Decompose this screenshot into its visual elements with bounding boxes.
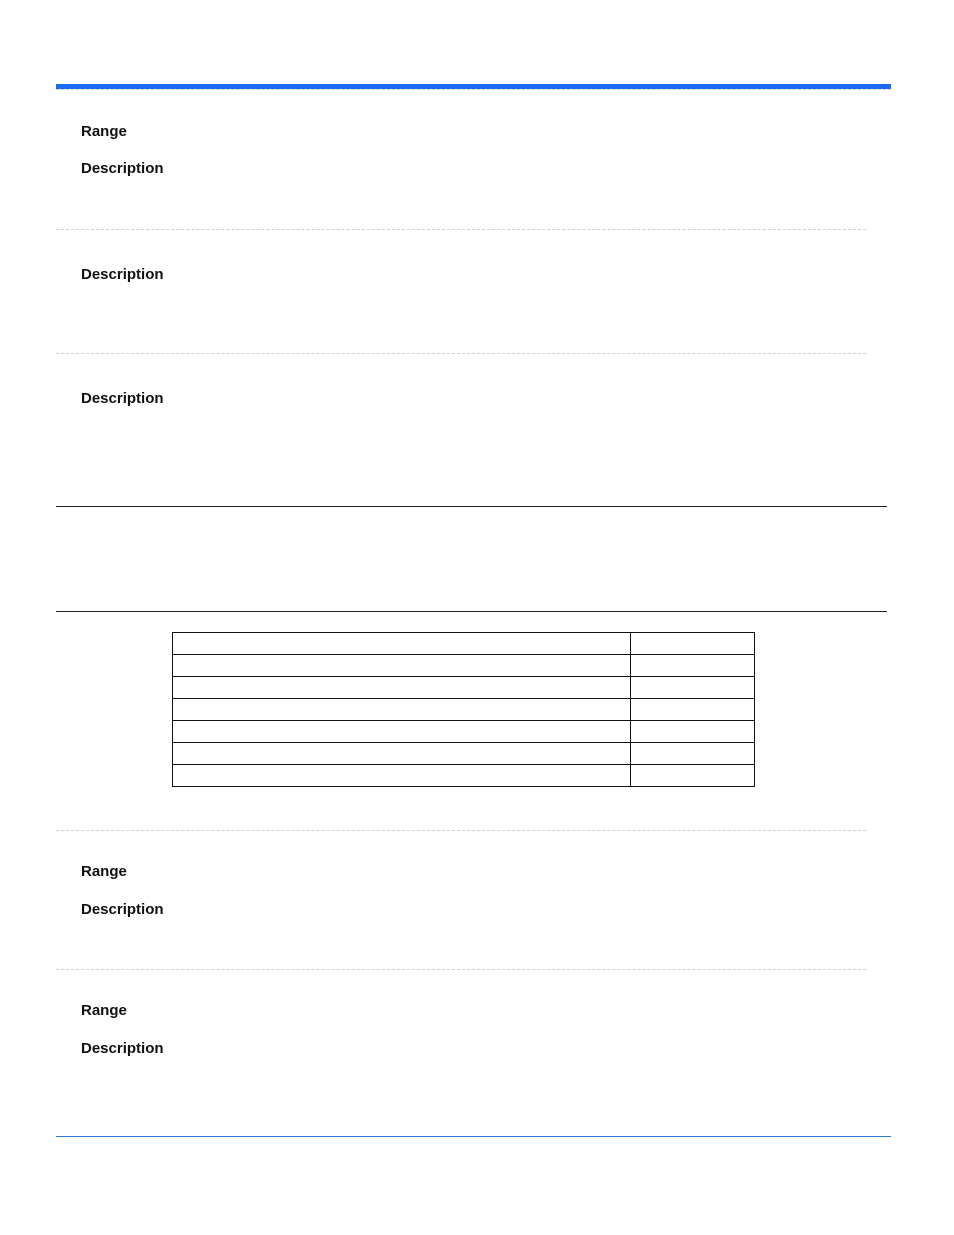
table-cell [631, 721, 755, 743]
section-divider [56, 229, 866, 230]
section-rule [56, 506, 887, 507]
description-label: Description [81, 390, 164, 407]
section-rule [56, 611, 887, 612]
description-label: Description [81, 1040, 164, 1057]
header-dashed-rule [56, 89, 891, 90]
table-cell [631, 677, 755, 699]
table-cell [173, 721, 631, 743]
table-cell [173, 633, 631, 655]
table-row [173, 743, 755, 765]
range-label: Range [81, 863, 127, 880]
table-row [173, 721, 755, 743]
table-cell [631, 655, 755, 677]
table-cell [631, 743, 755, 765]
table-row [173, 699, 755, 721]
table-cell [173, 655, 631, 677]
table-row [173, 633, 755, 655]
description-label: Description [81, 160, 164, 177]
section-divider [56, 830, 866, 831]
footer-rule [56, 1136, 891, 1137]
section-divider [56, 969, 866, 970]
range-label: Range [81, 1002, 127, 1019]
table-cell [631, 633, 755, 655]
range-label: Range [81, 123, 127, 140]
description-label: Description [81, 901, 164, 918]
table-cell [173, 699, 631, 721]
description-label: Description [81, 266, 164, 283]
table-row [173, 677, 755, 699]
table-cell [173, 677, 631, 699]
table-cell [631, 699, 755, 721]
data-table [172, 632, 755, 787]
table-row [173, 655, 755, 677]
section-divider [56, 353, 866, 354]
table-cell [631, 765, 755, 787]
table-row [173, 765, 755, 787]
table-cell [173, 765, 631, 787]
table-cell [173, 743, 631, 765]
